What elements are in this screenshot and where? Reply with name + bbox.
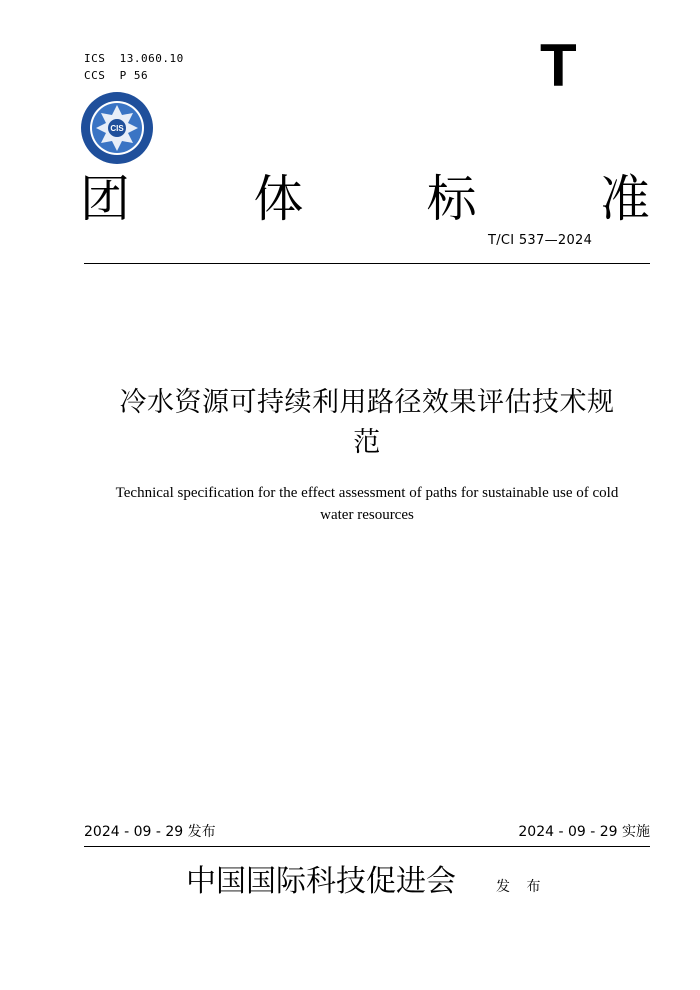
issued-label: 发 布	[496, 879, 547, 895]
standard-category-mark: T	[540, 32, 577, 99]
english-title-line: Technical specification for the effect assessment of paths for sustainable use of cold	[115, 485, 619, 501]
english-title	[84, 482, 650, 526]
footer-divider	[84, 846, 650, 847]
chinese-title-line: 范	[353, 427, 381, 458]
chinese-title-line: 冷水资源可持续利用路径效果评估技术规	[119, 387, 615, 418]
english-title-line: water resources	[320, 507, 414, 523]
document-type-title	[80, 168, 650, 232]
issuing-organization: 中国国际科技促进会	[186, 864, 456, 899]
ics-code: ICS 13.060.10	[84, 52, 184, 65]
standard-number: T/CI 537—2024	[488, 233, 593, 248]
title-char: 标	[426, 170, 477, 228]
header-divider	[84, 263, 650, 264]
title-char: 体	[253, 170, 304, 228]
ccs-code: CCS P 56	[84, 69, 149, 82]
organization-logo-icon	[80, 91, 154, 165]
title-char: 团	[80, 170, 130, 228]
publish-date: 2024 - 09 - 29 发布	[84, 824, 216, 840]
classification-codes	[84, 50, 184, 84]
chinese-title	[84, 383, 650, 463]
title-char: 准	[599, 170, 650, 228]
implement-date: 2024 - 09 - 29 实施	[518, 824, 650, 840]
logo-center-text: CIS	[110, 124, 124, 133]
